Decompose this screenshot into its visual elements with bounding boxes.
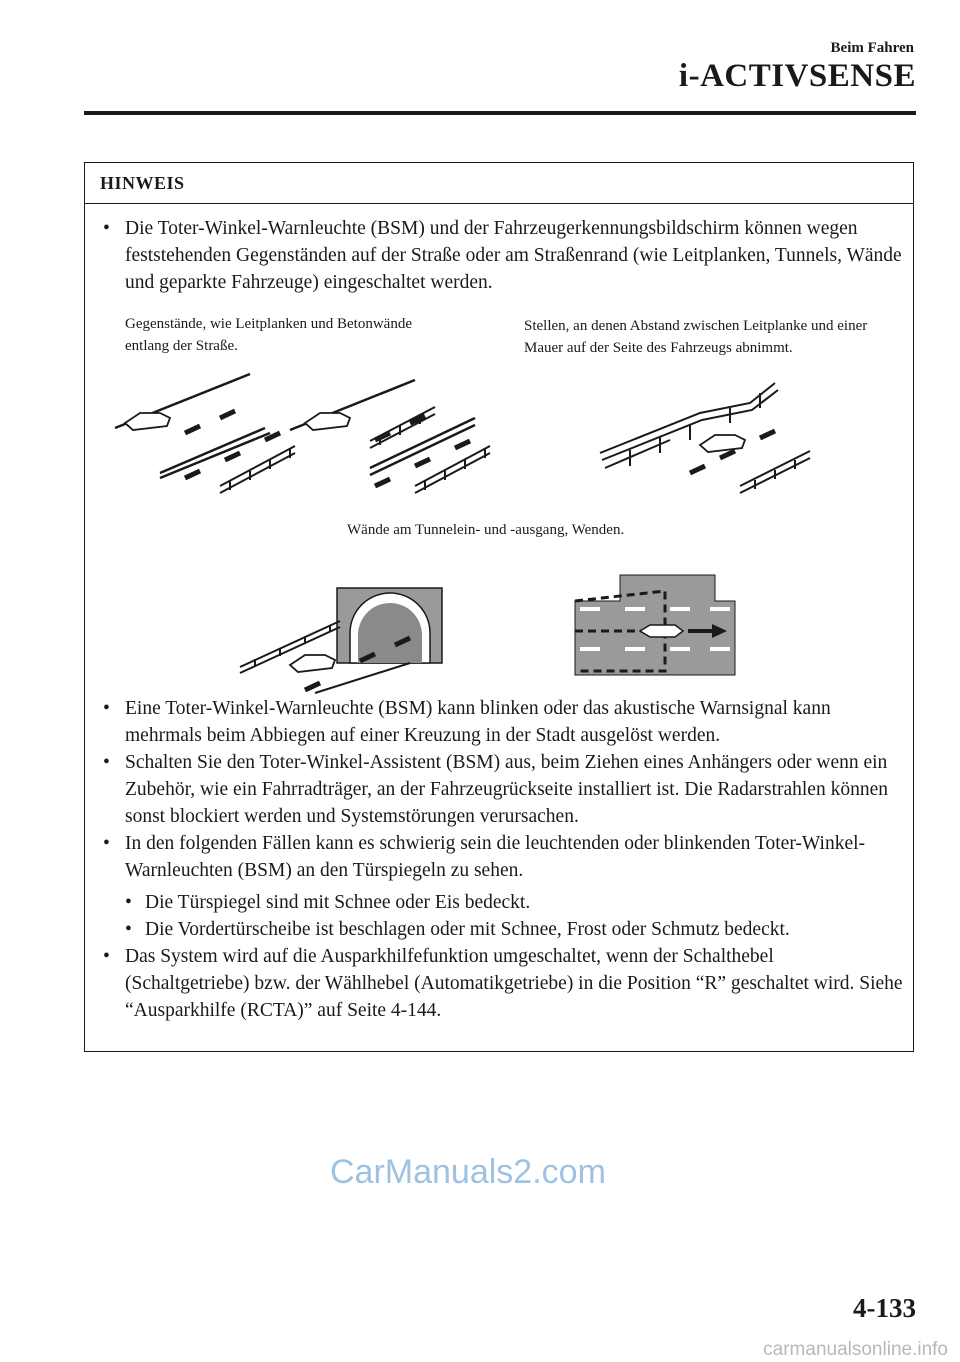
page-number: 4-133 <box>853 1293 916 1323</box>
guardrail-road-illustration <box>115 378 555 498</box>
bullet-text: Das System wird auf die Ausparkhilfefunktion umgeschaltet, wenn der Schalthebel (Schaltgetriebe) bzw. der Wählhebel (Automatikgetriebe) in die Position “R” geschaltet wird. Siehe “Ausparkhilfe (RCTA)” auf Seite 4-144. <box>125 946 903 1021</box>
footer-url: carmanualsonline.info <box>763 1339 948 1360</box>
bullet-dot: • <box>103 833 110 854</box>
figure-caption-guardrails: Gegenstände, wie Leitplanken und Betonwände entlang der Straße. <box>125 316 412 354</box>
note-bullet <box>103 749 903 830</box>
narrowing-gap-illustration <box>590 378 820 498</box>
watermark: CarManuals2.com <box>330 1153 606 1191</box>
note-bullet <box>103 215 903 296</box>
note-bullet <box>103 695 903 749</box>
chapter-title: i-ACTIVSENSE <box>678 58 916 94</box>
tunnel-illustration <box>235 585 450 695</box>
bullet-text: Schalten Sie den Toter-Winkel-Assistent (BSM) aus, beim Ziehen eines Anhängers oder wenn ein Zubehör, wie ein Fahrradträger, an der Fahrzeugrückseite installiert ist. Die Radarstrahlen können sonst blockiert werden und Systemstörungen verursachen. <box>125 752 888 827</box>
bullet-dot: • <box>103 698 110 719</box>
bullet-dot: • <box>103 946 110 967</box>
u-turn-illustration <box>575 573 775 683</box>
sub-bullet-text: Die Vordertürscheibe ist beschlagen oder mit Schnee, Frost oder Schmutz bedeckt. <box>145 919 790 940</box>
figure-caption-narrowing: Stellen, an denen Abstand zwischen Leitplanke und einer Mauer auf der Seite des Fahrzeugs abnimmt. <box>524 318 868 356</box>
bullet-text: In den folgenden Fällen kann es schwierig sein die leuchtenden oder blinkenden Toter-Winkel-Warnleuchten (BSM) an den Türspiegeln zu sehen. <box>125 833 866 881</box>
bullet-dot: • <box>103 218 110 239</box>
bullet-dot: • <box>125 892 132 913</box>
bullet-dot: • <box>125 919 132 940</box>
note-box <box>84 162 914 1052</box>
note-divider <box>85 203 913 204</box>
header-divider <box>84 111 916 115</box>
section-title: Beim Fahren <box>830 40 914 56</box>
bullet-dot: • <box>103 752 110 773</box>
note-bullet <box>103 943 903 1024</box>
sub-bullet-text: Die Türspiegel sind mit Schnee oder Eis bedeckt. <box>145 892 531 913</box>
note-sub-bullet <box>125 916 905 943</box>
bullet-text: Eine Toter-Winkel-Warnleuchte (BSM) kann blinken oder das akustische Warnsignal kann mehrmals beim Abbiegen auf einer Kreuzung in der Stadt ausgelöst werden. <box>125 698 831 746</box>
note-bullet <box>103 830 903 884</box>
note-title: HINWEIS <box>100 173 185 193</box>
bullet-text: Die Toter-Winkel-Warnleuchte (BSM) und der Fahrzeugerkennungsbildschirm können wegen feststehenden Gegenständen auf der Straße oder am Straßenrand (wie Leitplanken, Tunnels, Wände und geparkte Fahrzeuge) eingeschaltet werden. <box>125 218 902 293</box>
figure-caption-tunnel: Wände am Tunnelein- und -ausgang, Wenden. <box>347 522 625 538</box>
note-sub-bullet <box>125 889 905 916</box>
